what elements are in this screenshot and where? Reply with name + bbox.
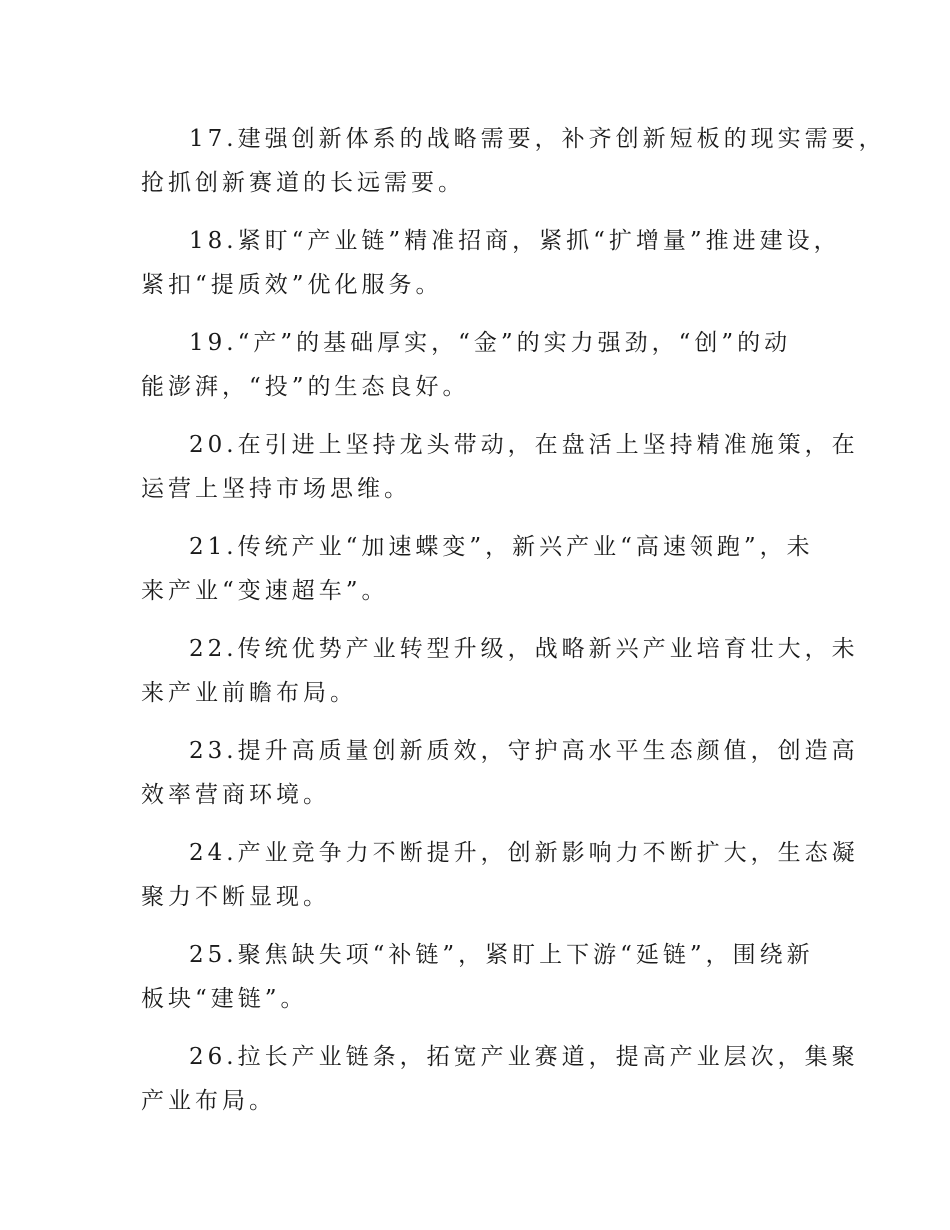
list-item [141,525,823,613]
list-item [141,321,823,409]
item-line: 22.传统优势产业转型升级，战略新兴产业培育壮大，未 [189,636,859,662]
item-line: 能澎湃，“投”的生态良好。 [141,374,470,400]
item-line: 运营上坚持市场思维。 [141,476,411,502]
item-line: 21.传统产业“加速蝶变”，新兴产业“高速领跑”，未 [189,534,814,560]
item-line: 来产业前瞻布局。 [141,680,357,706]
item-line: 抢抓创新赛道的长远需要。 [141,170,465,196]
document-body [141,117,886,1137]
item-line: 19.“产”的基础厚实，“金”的实力强劲，“创”的动 [189,330,792,356]
item-line: 17.建强创新体系的战略需要，补齐创新短板的现实需要， [189,126,886,152]
list-item [141,1035,859,1123]
item-line: 紧扣“提质效”优化服务。 [141,272,443,298]
list-item [141,831,859,919]
item-line: 25.聚焦缺失项“补链”，紧盯上下游“延链”，围绕新 [189,942,814,968]
item-line: 26.拉长产业链条，拓宽产业赛道，提高产业层次，集聚 [189,1044,859,1070]
item-line: 23.提升高质量创新质效，守护高水平生态颜值，创造高 [189,738,859,764]
list-item [141,423,859,511]
item-line: 18.紧盯“产业链”精准招商，紧抓“扩增量”推进建设， [189,228,841,254]
list-item [141,117,886,205]
item-line: 板块“建链”。 [141,986,308,1012]
item-line: 效率营商环境。 [141,782,330,808]
item-line: 24.产业竞争力不断提升，创新影响力不断扩大，生态凝 [189,840,859,866]
list-item [141,219,841,307]
item-line: 产业布局。 [141,1088,276,1114]
list-item [141,729,859,817]
list-item [141,627,859,715]
item-line: 聚力不断显现。 [141,884,330,910]
item-line: 来产业“变速超车”。 [141,578,389,604]
item-line: 20.在引进上坚持龙头带动，在盘活上坚持精准施策，在 [189,432,859,458]
list-item [141,933,823,1021]
